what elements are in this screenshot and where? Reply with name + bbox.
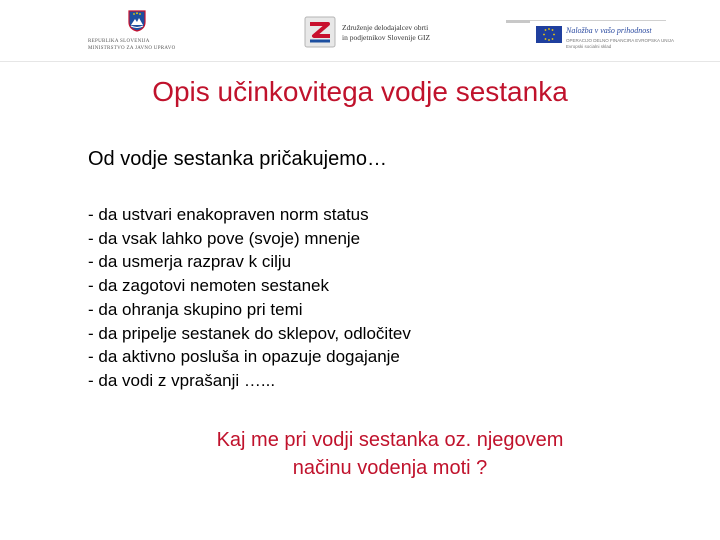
list-item: - da zagotovi nemoten sestanek (88, 276, 329, 296)
decorative-bar (506, 20, 530, 23)
list-item: - da ohranja skupino pri temi (88, 299, 303, 319)
list-item: - da pripelje sestanek do sklepov, odločitev (88, 323, 411, 343)
eu-fund-logo (506, 14, 675, 58)
list-item: - da vsak lahko pove (svoje) mnenje (88, 228, 361, 248)
list-item: - da ustvari enakopraven norm status (88, 205, 369, 224)
eu-logo-divider (530, 20, 666, 21)
list-item: - da usmerja razprav k cilju (88, 252, 292, 272)
zdop-logo (304, 14, 444, 50)
closing-question-line2: načinu vodenja moti ? (292, 457, 488, 479)
list-item: - da aktivno posluša in opazuje dogajanje (88, 347, 400, 367)
slide-subtitle: Od vodje sestanka pričakujemo… (88, 148, 388, 170)
closing-question (140, 426, 640, 482)
eu-logo-line3: Evropski socialni sklad (566, 44, 612, 49)
header-divider (0, 61, 720, 62)
ministry-logo-line2: MINISTRSTVO ZA JAVNO UPRAVO (88, 46, 176, 51)
zdop-logo-icon (304, 16, 336, 48)
expectations-list (88, 203, 411, 393)
ministry-logo (88, 10, 198, 54)
closing-question-line1: Kaj me pri vodji sestanka oz. njegovem (216, 429, 564, 451)
eu-logo-line1: Naložba v vašo prihodnost (566, 26, 652, 35)
zdop-logo-line1: Združenje delodajalcev obrti (342, 23, 429, 32)
slide-title: Opis učinkovitega vodje sestanka (152, 76, 568, 107)
header-logos (0, 0, 720, 62)
eu-logo-line2: OPERACIJO DELNO FINANCIRA EVROPSKA UNIJA (566, 38, 675, 43)
list-item: - da vodi z vprašanji …... (88, 370, 276, 390)
zdop-logo-line2: in podjetnikov Slovenije GIZ (342, 33, 431, 42)
eu-flag-icon (536, 26, 562, 43)
ministry-logo-line1: REPUBLIKA SLOVENIJA (88, 39, 150, 44)
slovenia-crest-icon (128, 10, 146, 32)
